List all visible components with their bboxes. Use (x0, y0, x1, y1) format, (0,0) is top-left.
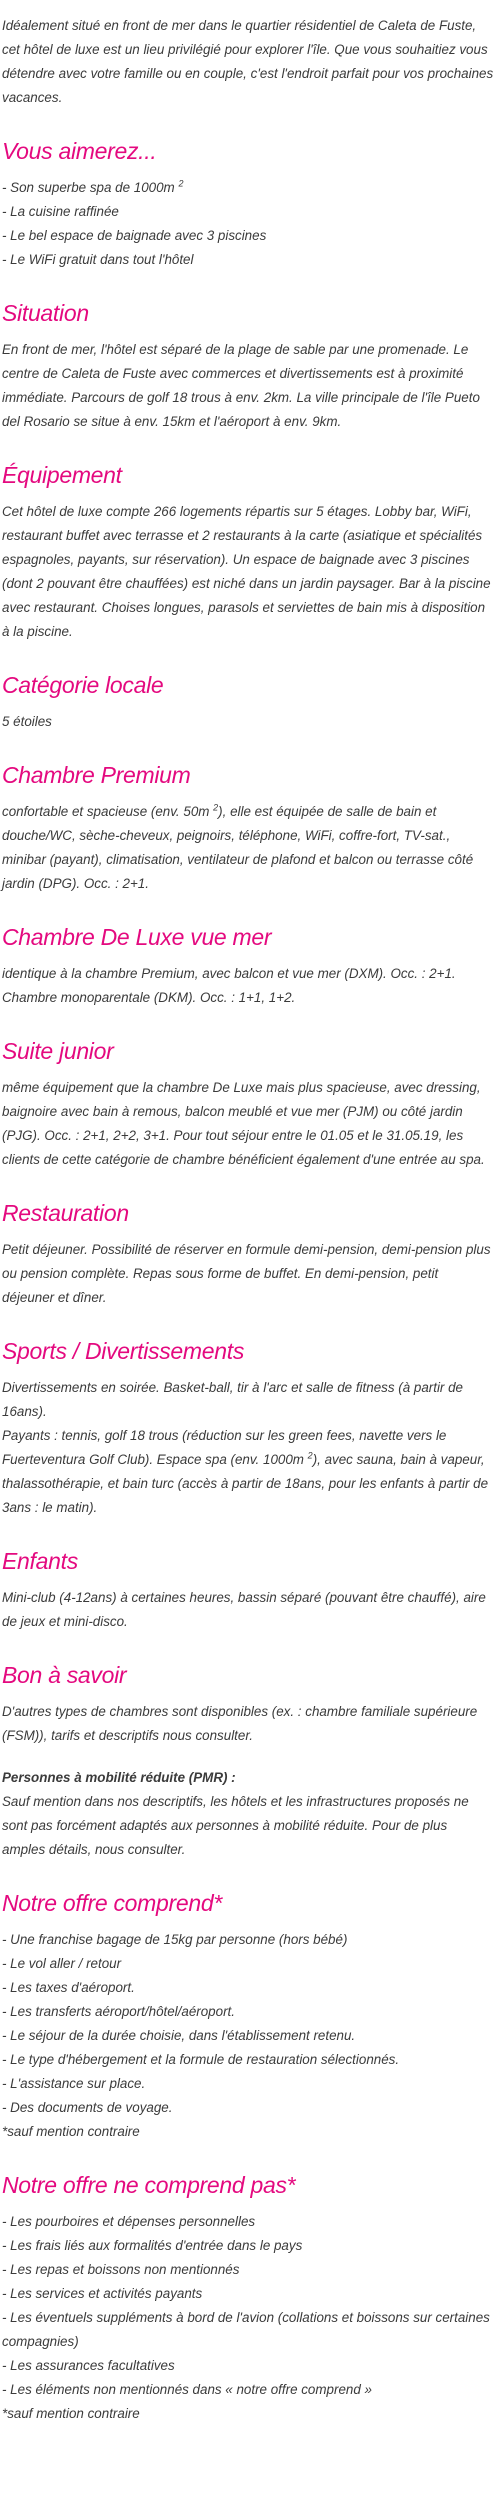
text-part: ), avec sauna, bain à vapeur, thalassothérapie, et bain turc (accès à partir de 18ans, pour les enfants à partir de 3ans : le matin). (2, 1452, 489, 1515)
superscript: 2 (178, 178, 184, 189)
list-item-text: - Son superbe spa de 1000m (2, 180, 179, 195)
text-part: Payants : tennis, golf 18 trous (réduction sur les green fees, navette vers le Fuerteventura Golf Club). Espace spa (env. 1000m (2, 1428, 447, 1467)
list-item: - Une franchise bagage de 15kg par personne (hors bébé) (2, 1932, 348, 1947)
chambre-deluxe-text: identique à la chambre Premium, avec balcon et vue mer (DXM). Occ. : 2+1. (2, 966, 456, 981)
section-title-chambre-premium: Chambre Premium (2, 762, 191, 788)
list-item: - Les éventuels suppléments à bord de l'avion (collations et boissons sur certaines compagnies) (2, 2310, 490, 2349)
section-title-sports: Sports / Divertissements (2, 1338, 245, 1364)
chambre-premium-text (2, 800, 494, 896)
section-offre-ne-comprend-pas (2, 2170, 494, 2426)
section-vous-aimerez (2, 136, 494, 272)
section-title-offre-ne-comprend-pas: Notre offre ne comprend pas* (2, 2172, 296, 2198)
list-item: - Le vol aller / retour (2, 1956, 122, 1971)
list-item: - Le bel espace de baignade avec 3 piscines (2, 228, 267, 243)
list-item (2, 176, 494, 200)
equipement-text: Cet hôtel de luxe compte 266 logements répartis sur 5 étages. Lobby bar, WiFi, restaurant buffet avec terrasse et 2 restaurants à la carte (asiatique et spécialités espagnoles, payants, sur réservation). Un espace de baignade avec 3 piscines (dont 2 pouvant être chauffées) est niché dans un jardin paysager. Bar à la piscine avec restaurant. Choises longues, parasols et serviettes de bain mis à disposition à la piscine. (2, 504, 491, 639)
superscript: 2 (307, 1450, 313, 1461)
section-title-vous-aimerez: Vous aimerez... (2, 138, 157, 164)
section-title-enfants: Enfants (2, 1548, 78, 1574)
text-part: ), elle est équipée de salle de bain et douche/WC, sèche-cheveux, peignoirs, téléphone, WiFi, coffre-fort, TV-sat., minibar (payant), climatisation, ventilateur de plafond et balcon ou terrasse côté jardin (DPG). Occ. : 2+1. (2, 804, 474, 891)
section-categorie (2, 670, 494, 734)
restauration-text: Petit déjeuner. Possibilité de réserver en formule demi-pension, demi-pension plus ou pension complète. Repas sous forme de buffet. En demi-pension, petit déjeuner et dîner. (2, 1242, 491, 1305)
section-title-suite-junior: Suite junior (2, 1038, 114, 1064)
section-title-chambre-deluxe: Chambre De Luxe vue mer (2, 924, 272, 950)
pmr-text: Sauf mention dans nos descriptifs, les hôtels et les infrastructures proposés ne sont pas forcément adaptés aux personnes à mobilité réduite. Pour de plus amples détails, nous consulter. (2, 1794, 469, 1857)
excluded-list (2, 2210, 494, 2402)
text-part: confortable et spacieuse (env. 50m (2, 804, 214, 819)
section-bon-a-savoir (2, 1660, 494, 1862)
list-item: - Des documents de voyage. (2, 2100, 173, 2115)
included-list (2, 1928, 494, 2120)
list-item: - Les services et activités payants (2, 2286, 203, 2301)
section-title-equipement: Équipement (2, 462, 122, 488)
list-item: - Les transferts aéroport/hôtel/aéroport. (2, 2004, 235, 2019)
enfants-text: Mini-club (4-12ans) à certaines heures, bassin séparé (pouvant être chauffé), aire de jeux et mini-disco. (2, 1590, 486, 1629)
list-item: - Les assurances facultatives (2, 2358, 175, 2373)
list-item: - Le séjour de la durée choisie, dans l'établissement retenu. (2, 2028, 356, 2043)
section-title-situation: Situation (2, 300, 89, 326)
list-item: - La cuisine raffinée (2, 204, 119, 219)
list-item: - Le type d'hébergement et la formule de restauration sélectionnés. (2, 2052, 400, 2067)
section-enfants (2, 1546, 494, 1634)
section-suite-junior (2, 1036, 494, 1172)
bon-a-savoir-text: D'autres types de chambres sont disponibles (ex. : chambre familiale supérieure (FSM)), tarifs et descriptifs nous consulter. (2, 1704, 478, 1743)
list-item: - Les pourboires et dépenses personnelles (2, 2214, 256, 2229)
section-title-bon-a-savoir: Bon à savoir (2, 1662, 127, 1688)
section-chambre-deluxe (2, 922, 494, 1010)
sports-text: Divertissements en soirée. Basket-ball, tir à l'arc et salle de fitness (à partir de 16ans). (2, 1380, 464, 1419)
superscript: 2 (213, 802, 219, 813)
list-item: - Les frais liés aux formalités d'entrée dans le pays (2, 2238, 303, 2253)
suite-junior-text: même équipement que la chambre De Luxe mais plus spacieuse, avec dressing, baignoire avec bain à remous, balcon meublé et vue mer (PJM) ou côté jardin (PJG). Occ. : 2+1, 2+2, 3+1. Pour tout séjour entre le 01.05 et le 31.05.19, les clients de cette catégorie de chambre bénéficient également d'une entrée au spa. (2, 1080, 485, 1167)
section-situation (2, 298, 494, 434)
included-note: *sauf mention contraire (2, 2124, 140, 2139)
intro-text: Idéalement situé en front de mer dans le quartier résidentiel de Caleta de Fuste, cet hôtel de luxe est un lieu privilégié pour explorer l'île. Que vous souhaitiez vous détendre avec votre famille ou en couple, c'est l'endroit parfait pour vos prochaines vacances. (2, 18, 494, 105)
section-offre-comprend (2, 1888, 494, 2144)
section-chambre-premium (2, 760, 494, 896)
chambre-monoparentale-text: Chambre monoparentale (DKM). Occ. : 1+1, 1+2. (2, 990, 296, 1005)
list-item: - Les repas et boissons non mentionnés (2, 2262, 240, 2277)
excluded-note: *sauf mention contraire (2, 2406, 140, 2421)
section-equipement (2, 460, 494, 644)
section-title-categorie: Catégorie locale (2, 672, 164, 698)
list-item: - L'assistance sur place. (2, 2076, 146, 2091)
sports-payants-text (2, 1424, 494, 1520)
section-restauration (2, 1198, 494, 1310)
pmr-label (2, 1766, 494, 1790)
list-item: - Les éléments non mentionnés dans « notre offre comprend » (2, 2382, 372, 2397)
situation-text: En front de mer, l'hôtel est séparé de la plage de sable par une promenade. Le centre de Caleta de Fuste avec commerces et divertissements est à proximité immédiate. Parcours de golf 18 trous à env. 2km. La ville principale de l'île Pueto del Rosario se situe à env. 15km et l'aéroport à env. 9km. (2, 342, 480, 429)
pmr-label-text: Personnes à mobilité réduite (PMR) : (2, 1770, 236, 1785)
list-item: - Les taxes d'aéroport. (2, 1980, 135, 1995)
categorie-text: 5 étoiles (2, 714, 52, 729)
highlights-list (2, 176, 494, 272)
section-title-restauration: Restauration (2, 1200, 129, 1226)
section-sports (2, 1336, 494, 1520)
section-title-offre-comprend: Notre offre comprend* (2, 1890, 222, 1916)
list-item: - Le WiFi gratuit dans tout l'hôtel (2, 252, 194, 267)
